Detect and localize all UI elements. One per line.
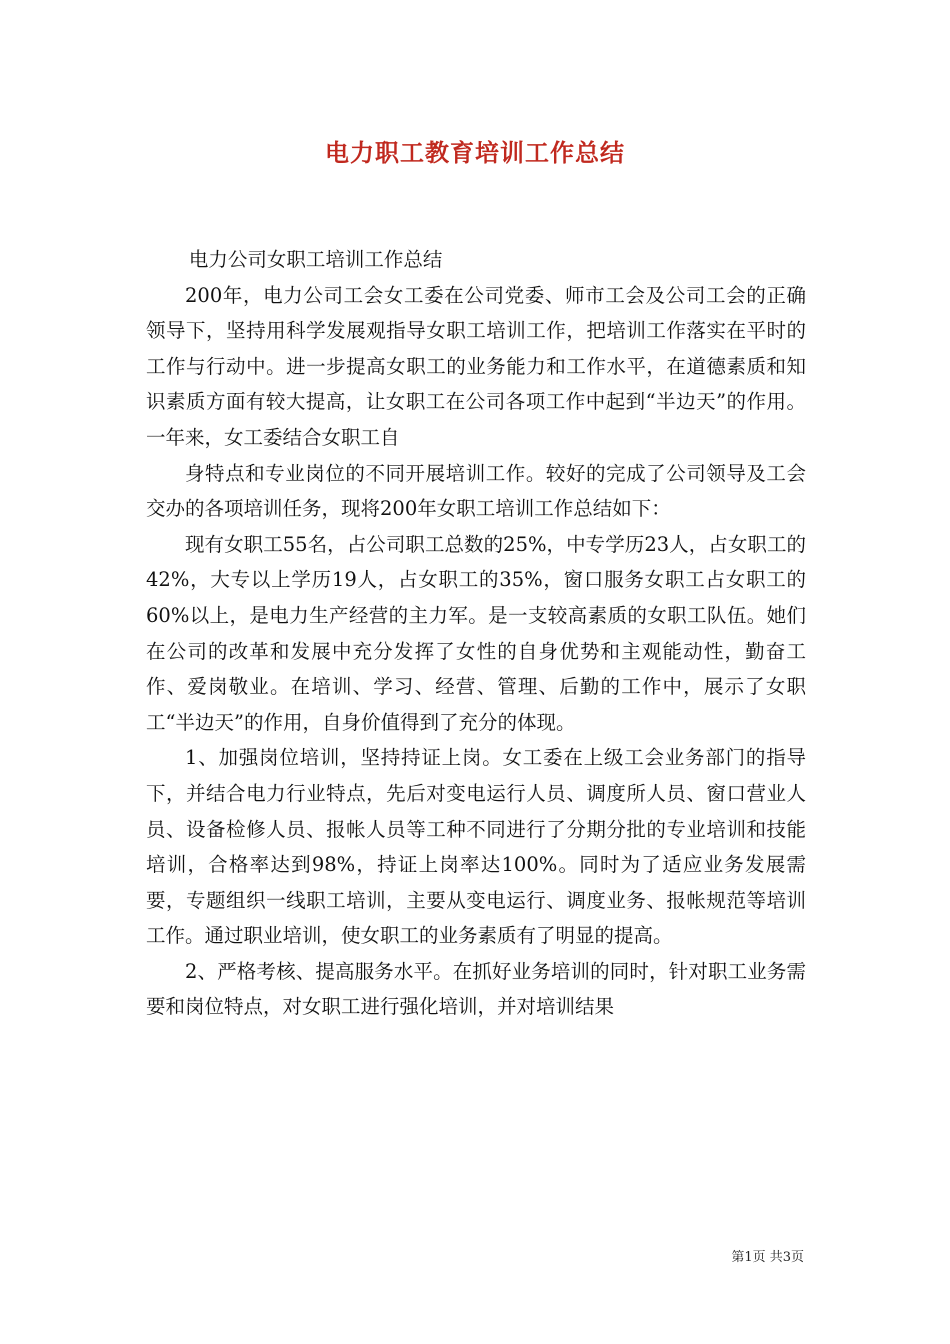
- page-number: 第1页 共3页: [731, 1250, 804, 1265]
- paragraph-subtitle: 电力公司女职工培训工作总结: [188, 248, 443, 271]
- paragraph-intro-continued: 身特点和专业岗位的不同开展培训工作。较好的完成了公司领导及工会交办的各项培训任务，现将200年女职工培训工作总结如下：: [146, 461, 806, 521]
- document-title: 电力职工教育培训工作总结: [325, 138, 625, 167]
- paragraph-section-2: 2、严格考核、提高服务水平。在抓好业务培训的同时，针对职工业务需要和岗位特点，对女职工进行强化培训，并对培训结果: [146, 959, 806, 1019]
- paragraph-intro: 200年，电力公司工会女工委在公司党委、师市工会及公司工会的正确领导下，坚持用科学发展观指导女职工培训工作，把培训工作落实在平时的工作与行动中。进一步提高女职工的业务能力和工作水平，在道德素质和知识素质方面有较大提高，让女职工在公司各项工作中起到“半边天”的作用。一年来，女工委结合女职工自: [146, 283, 806, 449]
- paragraph-section-1: 1、加强岗位培训，坚持持证上岗。女工委在上级工会业务部门的指导下，并结合电力行业特点，先后对变电运行人员、调度所人员、窗口营业人员、设备检修人员、报帐人员等工种不同进行了分期分批的专业培训和技能培训，合格率达到98%，持证上岗率达100%。同时为了适应业务发展需要，专题组织一线职工培训，主要从变电运行、调度业务、报帐规范等培训工作。通过职业培训，使女职工的业务素质有了明显的提高。: [146, 746, 806, 948]
- paragraph-staff-overview: 现有女职工55名，占公司职工总数的25%，中专学历23人，占女职工的42%，大专以上学历19人，占女职工的35%，窗口服务女职工占女职工的60%以上，是电力生产经营的主力军。是一支较高素质的女职工队伍。她们在公司的改革和发展中充分发挥了女性的自身优势和主观能动性，勤奋工作、爱岗敬业。在培训、学习、经营、管理、后勤的工作中，展示了女职工“半边天”的作用，自身价值得到了充分的体现。: [146, 532, 806, 734]
- document-body: [146, 242, 806, 1025]
